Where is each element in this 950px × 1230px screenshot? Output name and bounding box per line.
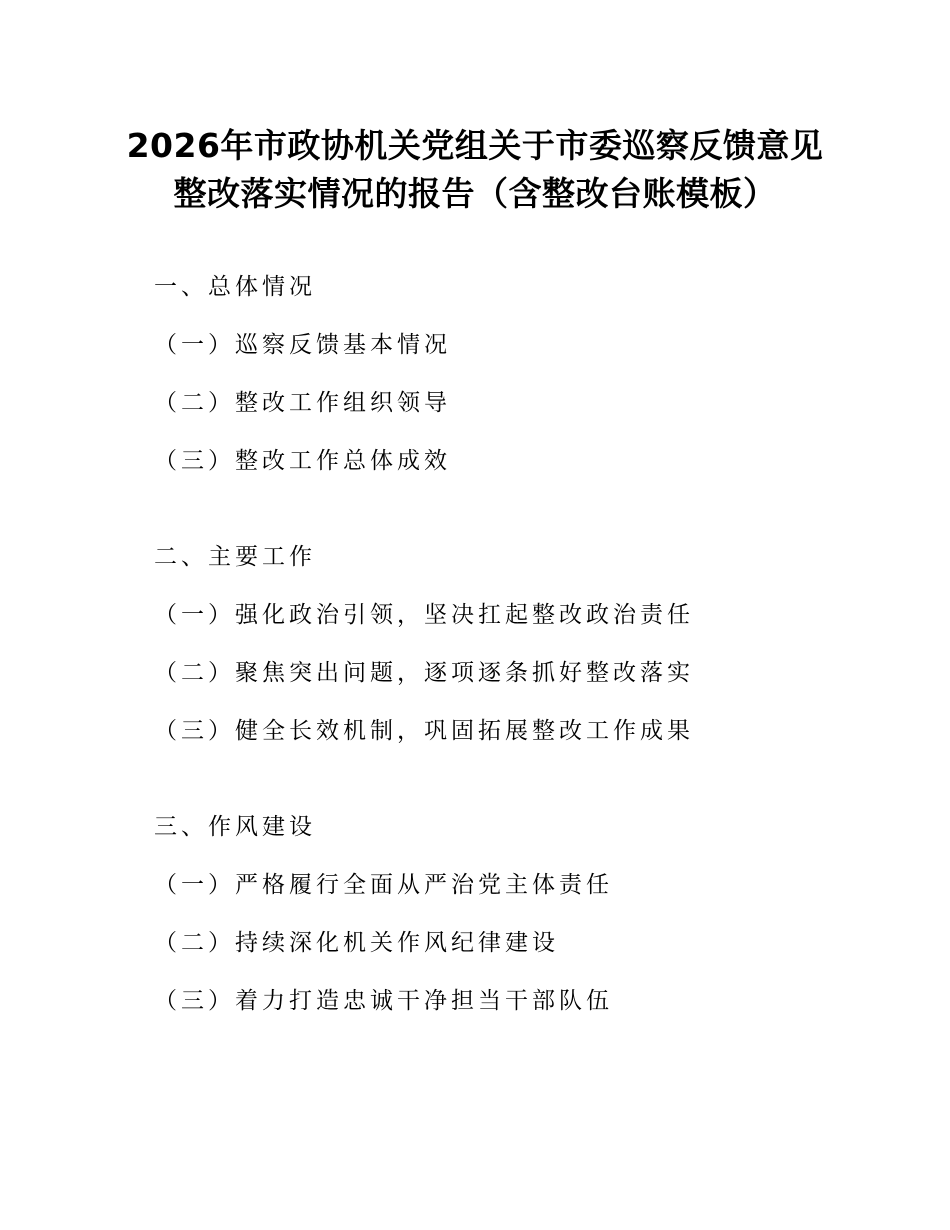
- section-main-work: [154, 537, 854, 769]
- section-work-style: [154, 807, 854, 1039]
- section-item: （二）整改工作组织领导: [154, 390, 451, 416]
- section-item: （三）着力打造忠诚干净担当干部队伍: [154, 988, 613, 1014]
- section-overview: [154, 267, 854, 499]
- section-heading: 二、主要工作: [154, 544, 316, 570]
- document-title: [0, 122, 950, 218]
- section-item: （二）聚焦突出问题，逐项逐条抓好整改落实: [154, 660, 694, 686]
- section-heading: 三、作风建设: [154, 814, 316, 840]
- section-heading: 一、总体情况: [154, 274, 316, 300]
- title-line-1: 2026年市政协机关党组关于市委巡察反馈意见: [126, 126, 824, 165]
- section-item: （一）强化政治引领，坚决扛起整改政治责任: [154, 602, 694, 628]
- section-item: （一）巡察反馈基本情况: [154, 332, 451, 358]
- section-item: （二）持续深化机关作风纪律建设: [154, 930, 559, 956]
- section-item: （三）整改工作总体成效: [154, 448, 451, 474]
- section-item: （一）严格履行全面从严治党主体责任: [154, 872, 613, 898]
- document-outline: [154, 267, 854, 1077]
- section-item: （三）健全长效机制，巩固拓展整改工作成果: [154, 718, 694, 744]
- title-line-2: 整改落实情况的报告（含整改台账模板）: [173, 174, 777, 213]
